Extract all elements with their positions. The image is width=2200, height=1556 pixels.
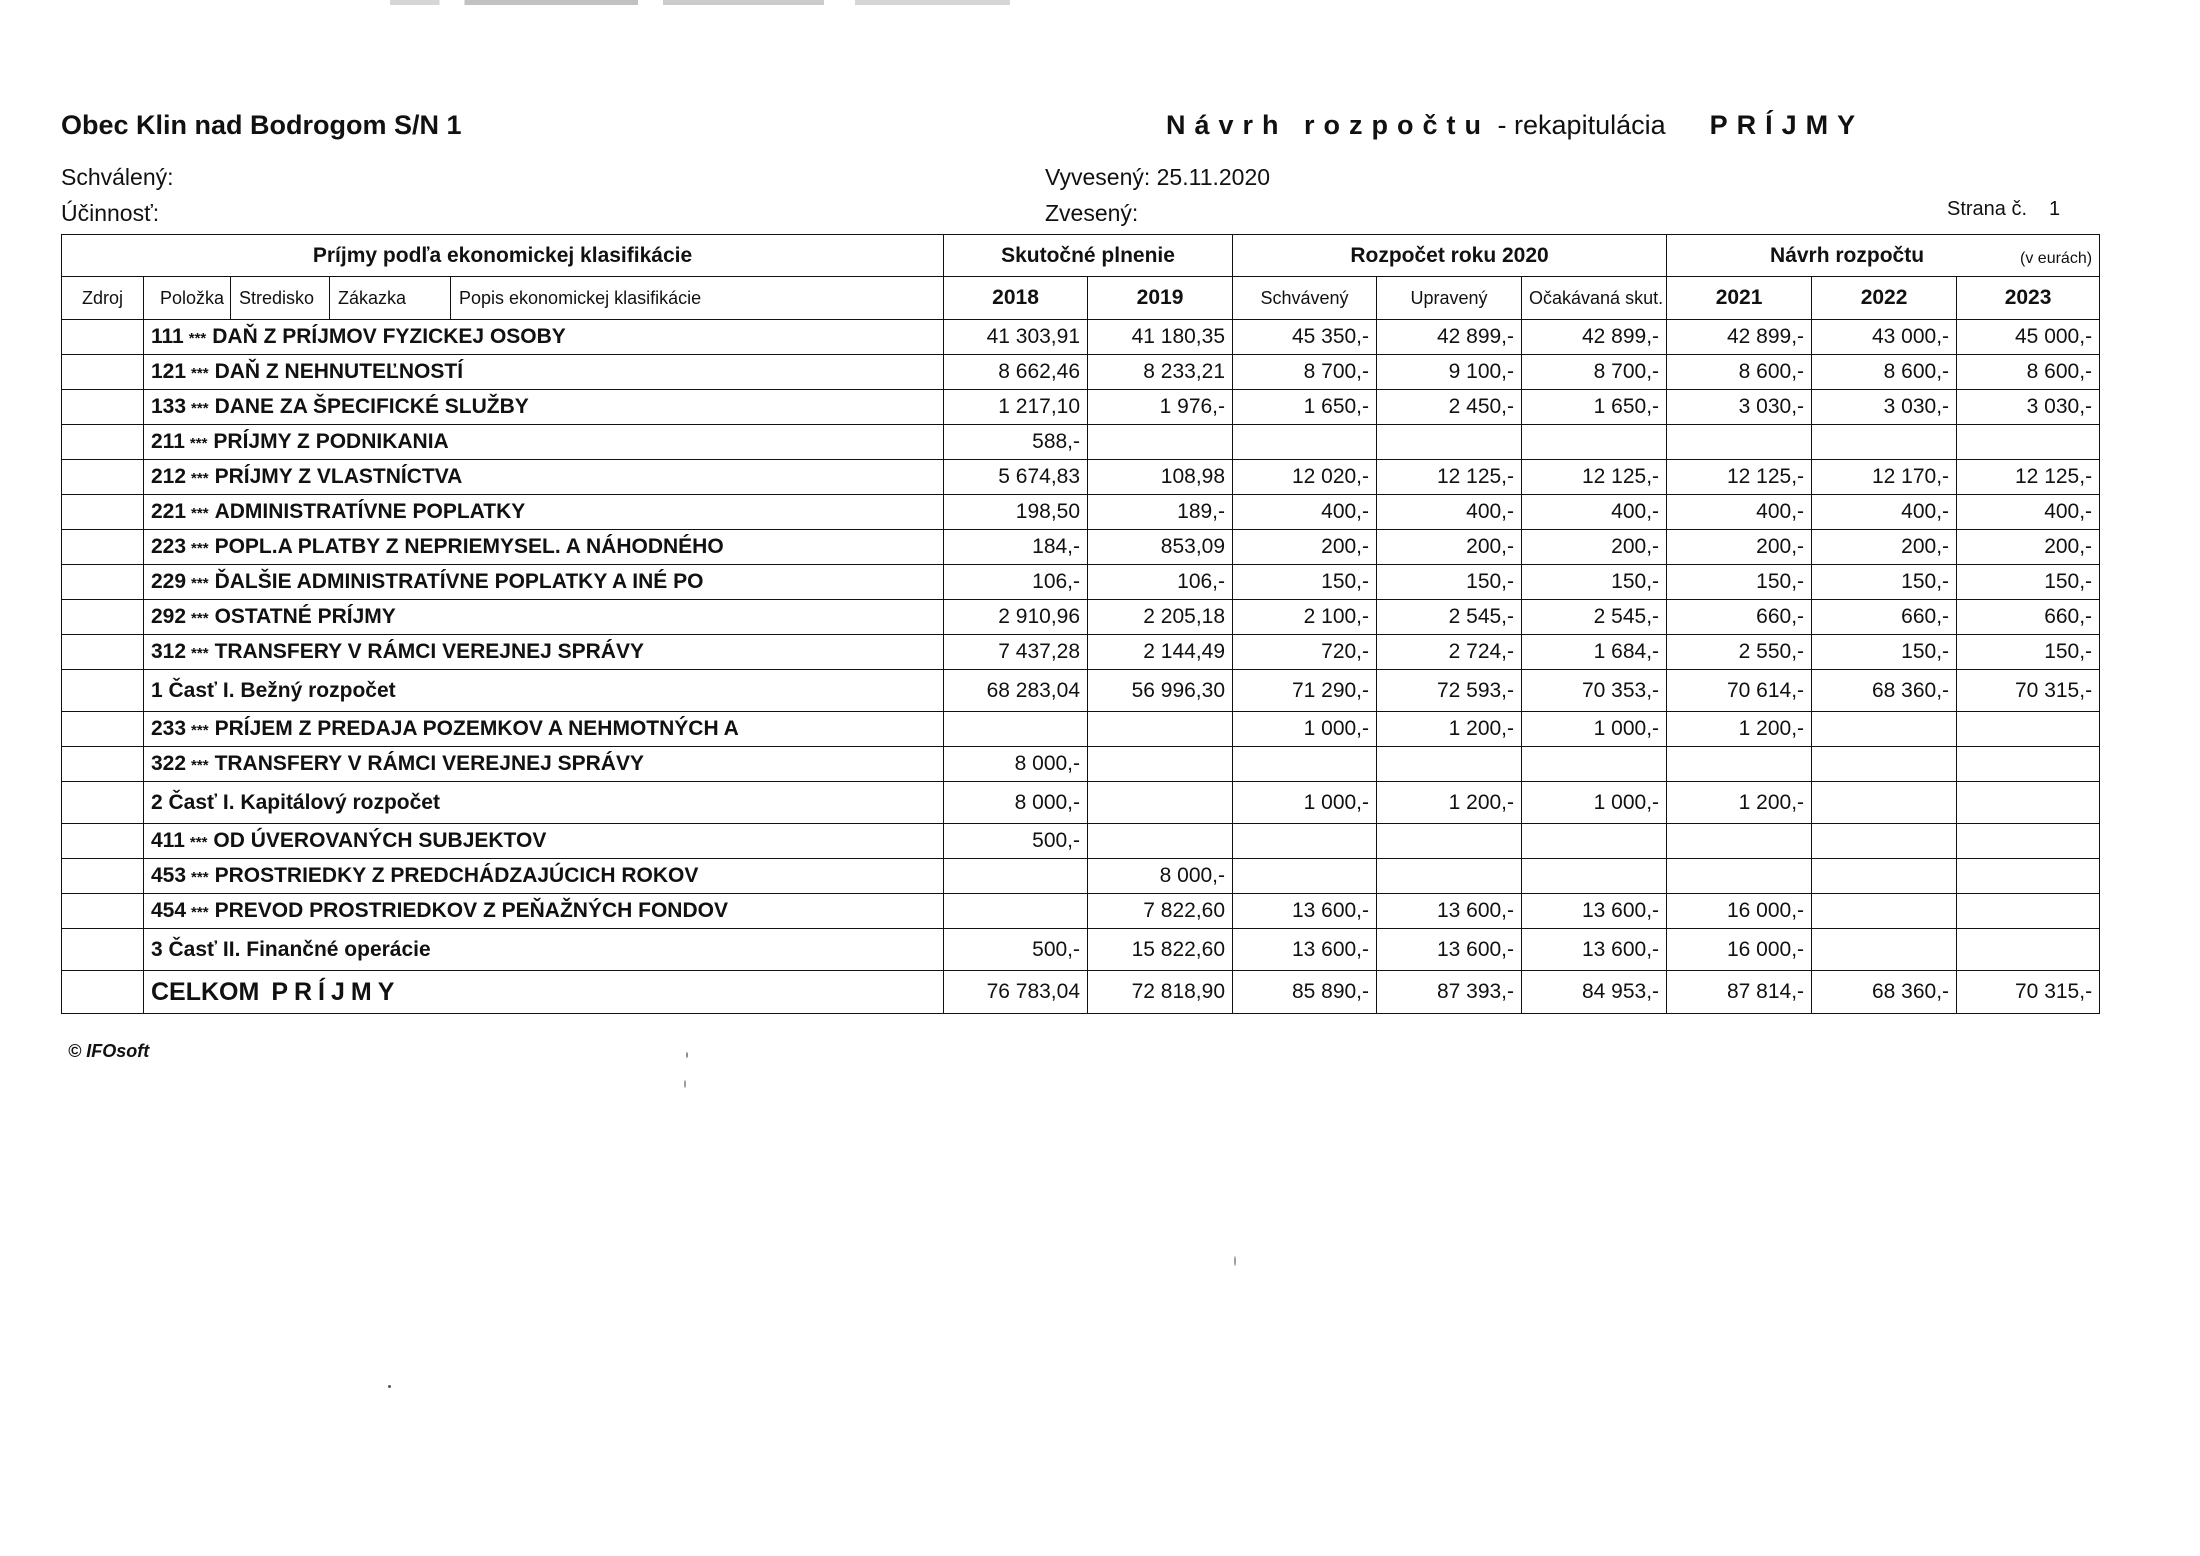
value-cell: [1522, 859, 1667, 894]
value-cell: [1957, 929, 2100, 971]
page-num: 1: [2049, 198, 2061, 220]
table-row: [62, 635, 2100, 670]
value-cell: 150,-: [1667, 565, 1812, 600]
table-row: [62, 390, 2100, 425]
col-2021: 2021: [1667, 277, 1812, 320]
value-cell: 12 020,-: [1233, 460, 1377, 495]
title-type: PRÍJMY: [1709, 110, 1865, 140]
value-cell: 500,-: [944, 824, 1088, 859]
table-row: [62, 565, 2100, 600]
value-cell: [1957, 824, 2100, 859]
table-row: [62, 495, 2100, 530]
total-label-a: CELKOM: [151, 977, 260, 1006]
value-cell: [1812, 747, 1957, 782]
value-cell: 41 303,91: [944, 320, 1088, 355]
value-cell: 1 200,-: [1377, 712, 1522, 747]
value-cell: 400,-: [1233, 495, 1377, 530]
value-cell: 72 593,-: [1377, 670, 1522, 712]
value-cell: [1667, 747, 1812, 782]
value-cell: 200,-: [1812, 530, 1957, 565]
value-cell: 45 000,-: [1957, 320, 2100, 355]
zdroj-cell: [62, 824, 144, 859]
value-cell: 3 030,-: [1812, 390, 1957, 425]
value-cell: 13 600,-: [1377, 929, 1522, 971]
value-cell: 1 650,-: [1233, 390, 1377, 425]
item-code: 121: [151, 360, 187, 383]
value-cell: 150,-: [1522, 565, 1667, 600]
item-description: [144, 530, 944, 565]
value-cell: 56 996,30: [1088, 670, 1233, 712]
value-cell: 42 899,-: [1377, 320, 1522, 355]
col-polozka: Položka: [160, 288, 225, 308]
value-cell: 200,-: [1957, 530, 2100, 565]
item-code: 111: [151, 325, 184, 348]
total-label: [144, 971, 944, 1014]
value-cell: 2 910,96: [944, 600, 1088, 635]
zdroj-cell: [62, 460, 144, 495]
item-stars: ***: [191, 722, 209, 739]
value-cell: 68 360,-: [1812, 971, 1957, 1014]
value-cell: 7 822,60: [1088, 894, 1233, 929]
value-cell: 70 315,-: [1957, 971, 2100, 1014]
page-label: Strana č.: [1947, 198, 2028, 220]
column-header-row: [62, 277, 2100, 320]
value-cell: 660,-: [1667, 600, 1812, 635]
value-cell: 2 100,-: [1233, 600, 1377, 635]
col-2019: 2019: [1088, 277, 1233, 320]
value-cell: 660,-: [1957, 600, 2100, 635]
value-cell: [1522, 824, 1667, 859]
value-cell: [944, 859, 1088, 894]
table-row: [62, 894, 2100, 929]
value-cell: 1 217,10: [944, 390, 1088, 425]
item-description: [144, 565, 944, 600]
value-cell: 200,-: [1522, 530, 1667, 565]
item-code: 411: [151, 829, 185, 852]
value-cell: 12 125,-: [1377, 460, 1522, 495]
value-cell: 660,-: [1812, 600, 1957, 635]
value-cell: 16 000,-: [1667, 929, 1812, 971]
value-cell: [1667, 425, 1812, 460]
value-cell: [1522, 747, 1667, 782]
item-name: ĎALŠIE ADMINISTRATÍVNE POPLATKY A INÉ PO: [214, 570, 704, 593]
value-cell: 85 890,-: [1233, 971, 1377, 1014]
item-code: 133: [151, 395, 187, 418]
value-cell: 8 000,-: [944, 747, 1088, 782]
value-cell: 853,09: [1088, 530, 1233, 565]
value-cell: 588,-: [944, 425, 1088, 460]
value-cell: 12 125,-: [1522, 460, 1667, 495]
value-cell: 7 437,28: [944, 635, 1088, 670]
value-cell: 70 353,-: [1522, 670, 1667, 712]
value-cell: 12 125,-: [1667, 460, 1812, 495]
item-name: DAŇ Z NEHNUTEĽNOSTÍ: [214, 360, 464, 383]
value-cell: 16 000,-: [1667, 894, 1812, 929]
scan-speck: [686, 1052, 688, 1058]
item-name: OSTATNÉ PRÍJMY: [214, 605, 396, 628]
value-cell: [1957, 894, 2100, 929]
value-cell: [1812, 782, 1957, 824]
item-description: [144, 747, 944, 782]
value-cell: [1088, 712, 1233, 747]
value-cell: 12 125,-: [1957, 460, 2100, 495]
item-description: [144, 859, 944, 894]
table-row: [62, 355, 2100, 390]
zdroj-cell: [62, 320, 144, 355]
table-row: [62, 600, 2100, 635]
item-name: PROSTRIEDKY Z PREDCHÁDZAJÚCICH ROKOV: [214, 864, 699, 887]
value-cell: 8 700,-: [1233, 355, 1377, 390]
value-cell: 720,-: [1233, 635, 1377, 670]
item-code: 322: [151, 752, 187, 775]
value-cell: 400,-: [1522, 495, 1667, 530]
zdroj-cell: [62, 712, 144, 747]
scan-speck: [388, 1385, 391, 1388]
item-code: 229: [151, 570, 187, 593]
item-description: [144, 460, 944, 495]
subtotal-label: 3 Časť II. Finančné operácie: [144, 929, 944, 971]
value-cell: [1233, 824, 1377, 859]
value-cell: [1667, 859, 1812, 894]
value-cell: 1 684,-: [1522, 635, 1667, 670]
col-2023: 2023: [1957, 277, 2100, 320]
value-cell: 15 822,60: [1088, 929, 1233, 971]
value-cell: 76 783,04: [944, 971, 1088, 1014]
subtotal-label: 1 Časť I. Bežný rozpočet: [144, 670, 944, 712]
value-cell: 8 700,-: [1522, 355, 1667, 390]
item-description: [144, 712, 944, 747]
value-cell: 2 450,-: [1377, 390, 1522, 425]
item-code: 454: [151, 899, 187, 922]
table-row: [62, 747, 2100, 782]
value-cell: 71 290,-: [1233, 670, 1377, 712]
item-description: [144, 824, 944, 859]
value-cell: 108,98: [1088, 460, 1233, 495]
actual-header: Skutočné plnenie: [944, 235, 1233, 277]
value-cell: 8 600,-: [1957, 355, 2100, 390]
value-cell: 150,-: [1812, 635, 1957, 670]
value-cell: [1957, 782, 2100, 824]
value-cell: [1088, 425, 1233, 460]
value-cell: 3 030,-: [1667, 390, 1812, 425]
item-description: [144, 600, 944, 635]
value-cell: 13 600,-: [1233, 929, 1377, 971]
value-cell: 12 170,-: [1812, 460, 1957, 495]
value-cell: 13 600,-: [1233, 894, 1377, 929]
scan-speck: [684, 1080, 686, 1088]
zdroj-cell: [62, 425, 144, 460]
value-cell: [1957, 859, 2100, 894]
item-code: 453: [151, 864, 187, 887]
item-description: [144, 425, 944, 460]
value-cell: 400,-: [1667, 495, 1812, 530]
item-name: DANE ZA ŠPECIFICKÉ SLUŽBY: [214, 395, 529, 418]
approved-label: Schválený:: [61, 164, 174, 190]
value-cell: 8 600,-: [1812, 355, 1957, 390]
item-name: OD ÚVEROVANÝCH SUBJEKTOV: [213, 829, 547, 852]
value-cell: [1088, 747, 1233, 782]
value-cell: 41 180,35: [1088, 320, 1233, 355]
value-cell: 1 976,-: [1088, 390, 1233, 425]
value-cell: 400,-: [1812, 495, 1957, 530]
value-cell: 1 000,-: [1522, 782, 1667, 824]
value-cell: [1377, 425, 1522, 460]
total-row: [62, 971, 2100, 1014]
value-cell: 1 000,-: [1522, 712, 1667, 747]
zdroj-cell: [62, 859, 144, 894]
zdroj-cell: [62, 782, 144, 824]
organization-name: Obec Klin nad Bodrogom S/N 1: [61, 110, 462, 140]
item-name: ADMINISTRATÍVNE POPLATKY: [214, 500, 526, 523]
item-stars: ***: [188, 330, 207, 347]
item-name: PRÍJMY Z VLASTNÍCTVA: [214, 465, 463, 488]
value-cell: [1957, 747, 2100, 782]
value-cell: 150,-: [1377, 565, 1522, 600]
value-cell: 84 953,-: [1522, 971, 1667, 1014]
document-title: [1166, 110, 1864, 141]
item-stars: ***: [189, 834, 208, 851]
value-cell: 400,-: [1957, 495, 2100, 530]
value-cell: 184,-: [944, 530, 1088, 565]
zdroj-cell: [62, 929, 144, 971]
value-cell: [1957, 712, 2100, 747]
title-sub: - rekapitulácia: [1490, 110, 1666, 140]
zdroj-cell: [62, 600, 144, 635]
scan-artifact: [390, 0, 1010, 5]
value-cell: 8 662,46: [944, 355, 1088, 390]
col-zdroj: Zdroj: [62, 277, 144, 320]
col-stredisko: Stredisko: [230, 277, 329, 319]
subtotal-row: [62, 670, 2100, 712]
value-cell: 1 000,-: [1233, 782, 1377, 824]
item-name: PRÍJEM Z PREDAJA POZEMKOV A NEHMOTNÝCH A: [214, 717, 739, 740]
effective-label: Účinnosť:: [61, 200, 160, 226]
value-cell: 87 393,-: [1377, 971, 1522, 1014]
col-schvaleny: Schvávený: [1233, 277, 1377, 320]
value-cell: [1233, 747, 1377, 782]
value-cell: 70 614,-: [1667, 670, 1812, 712]
item-stars: ***: [191, 645, 209, 662]
item-code: 312: [151, 640, 187, 663]
value-cell: [1522, 425, 1667, 460]
proposal-header: [1667, 235, 2100, 277]
value-cell: 5 674,83: [944, 460, 1088, 495]
value-cell: [1812, 859, 1957, 894]
title-main: Návrh rozpočtu: [1166, 110, 1491, 140]
table-body: [62, 320, 2100, 1014]
value-cell: 189,-: [1088, 495, 1233, 530]
item-description: [144, 320, 944, 355]
posted-date: Vyvesený: 25.11.2020: [1045, 164, 1271, 190]
value-cell: 8 000,-: [1088, 859, 1233, 894]
item-name: TRANSFERY V RÁMCI VEREJNEJ SPRÁVY: [214, 640, 644, 663]
value-cell: [1812, 425, 1957, 460]
zdroj-cell: [62, 565, 144, 600]
value-cell: [1812, 712, 1957, 747]
value-cell: 150,-: [1957, 635, 2100, 670]
page-number: [1947, 198, 2060, 221]
value-cell: [1233, 859, 1377, 894]
item-stars: ***: [191, 470, 209, 487]
value-cell: 1 200,-: [1377, 782, 1522, 824]
value-cell: [1812, 824, 1957, 859]
value-cell: [1233, 425, 1377, 460]
value-cell: 8 233,21: [1088, 355, 1233, 390]
col-ocakavana: Očakávaná skut.: [1522, 277, 1667, 320]
subtotal-label: 2 Časť I. Kapitálový rozpočet: [144, 782, 944, 824]
table-row: [62, 859, 2100, 894]
value-cell: [1377, 747, 1522, 782]
value-cell: 400,-: [1377, 495, 1522, 530]
table-row: [62, 530, 2100, 565]
item-stars: ***: [191, 869, 209, 886]
value-cell: 1 000,-: [1233, 712, 1377, 747]
item-description: [144, 894, 944, 929]
value-cell: 13 600,-: [1522, 929, 1667, 971]
item-description: [144, 495, 944, 530]
value-cell: 150,-: [1957, 565, 2100, 600]
value-cell: [1957, 425, 2100, 460]
item-code: 221: [151, 500, 187, 523]
value-cell: [1667, 824, 1812, 859]
item-description: [144, 635, 944, 670]
col-2018: 2018: [944, 277, 1088, 320]
value-cell: 68 360,-: [1812, 670, 1957, 712]
value-cell: 2 545,-: [1377, 600, 1522, 635]
item-name: TRANSFERY V RÁMCI VEREJNEJ SPRÁVY: [214, 752, 644, 775]
value-cell: 500,-: [944, 929, 1088, 971]
zdroj-cell: [62, 390, 144, 425]
value-cell: 2 550,-: [1667, 635, 1812, 670]
copyright: © IFOsoft: [68, 1041, 150, 1061]
value-cell: 2 545,-: [1522, 600, 1667, 635]
zdroj-cell: [62, 747, 144, 782]
item-stars: ***: [191, 757, 209, 774]
unit-label: (v eurách): [2020, 249, 2093, 267]
subtotal-row: [62, 782, 2100, 824]
value-cell: 150,-: [1812, 565, 1957, 600]
item-name: POPL.A PLATBY Z NEPRIEMYSEL. A NÁHODNÉHO: [214, 535, 724, 558]
zdroj-cell: [62, 894, 144, 929]
value-cell: 42 899,-: [1522, 320, 1667, 355]
value-cell: 2 144,49: [1088, 635, 1233, 670]
col-zakazka: Zákazka: [329, 277, 450, 319]
zdroj-cell: [62, 635, 144, 670]
table-row: [62, 460, 2100, 495]
value-cell: 2 724,-: [1377, 635, 1522, 670]
value-cell: [944, 712, 1088, 747]
zdroj-cell: [62, 355, 144, 390]
item-code: 211: [151, 430, 185, 453]
value-cell: 150,-: [1233, 565, 1377, 600]
item-code: 233: [151, 717, 187, 740]
proposal-label: Návrh rozpočtu: [1770, 243, 1925, 267]
value-cell: [1377, 859, 1522, 894]
item-stars: ***: [191, 365, 209, 382]
value-cell: 87 814,-: [1667, 971, 1812, 1014]
item-stars: ***: [191, 610, 209, 627]
value-cell: 200,-: [1377, 530, 1522, 565]
table-row: [62, 425, 2100, 460]
col-upraveny: Upravený: [1377, 277, 1522, 320]
classification-header: Príjmy podľa ekonomickej klasifikácie: [62, 235, 944, 277]
subtotal-row: [62, 929, 2100, 971]
value-cell: 70 315,-: [1957, 670, 2100, 712]
item-stars: ***: [191, 575, 209, 592]
table-row: [62, 712, 2100, 747]
value-cell: 1 200,-: [1667, 782, 1812, 824]
removed-label: Zvesený:: [1045, 200, 1139, 226]
table-row: [62, 824, 2100, 859]
item-code: 212: [151, 465, 187, 488]
value-cell: 3 030,-: [1957, 390, 2100, 425]
table-row: [62, 320, 2100, 355]
item-description: [144, 355, 944, 390]
item-code: 292: [151, 605, 187, 628]
item-name: PRÍJMY Z PODNIKANIA: [213, 430, 449, 453]
value-cell: 8 600,-: [1667, 355, 1812, 390]
value-cell: 13 600,-: [1522, 894, 1667, 929]
item-stars: ***: [191, 400, 209, 417]
value-cell: 13 600,-: [1377, 894, 1522, 929]
item-stars: ***: [189, 435, 208, 452]
value-cell: 42 899,-: [1667, 320, 1812, 355]
value-cell: [1812, 929, 1957, 971]
value-cell: 2 205,18: [1088, 600, 1233, 635]
value-cell: [944, 894, 1088, 929]
value-cell: [1812, 894, 1957, 929]
value-cell: 106,-: [944, 565, 1088, 600]
value-cell: 72 818,90: [1088, 971, 1233, 1014]
budget-table: [61, 234, 2100, 1014]
value-cell: 43 000,-: [1812, 320, 1957, 355]
value-cell: [1088, 782, 1233, 824]
value-cell: [1088, 824, 1233, 859]
zdroj-cell: [62, 530, 144, 565]
zdroj-cell: [62, 495, 144, 530]
item-name: PREVOD PROSTRIEDKOV Z PEŇAŽNÝCH FONDOV: [214, 899, 728, 922]
value-cell: 1 200,-: [1667, 712, 1812, 747]
value-cell: 45 350,-: [1233, 320, 1377, 355]
item-name: DAŇ Z PRÍJMOV FYZICKEJ OSOBY: [212, 325, 566, 348]
value-cell: 68 283,04: [944, 670, 1088, 712]
item-code: 223: [151, 535, 187, 558]
zdroj-cell: [62, 670, 144, 712]
value-cell: 200,-: [1233, 530, 1377, 565]
item-stars: ***: [191, 505, 209, 522]
value-cell: 9 100,-: [1377, 355, 1522, 390]
value-cell: 8 000,-: [944, 782, 1088, 824]
col-popis: Popis ekonomickej klasifikácie: [450, 277, 701, 319]
scan-speck: [1234, 1256, 1236, 1266]
item-description: [144, 390, 944, 425]
value-cell: 1 650,-: [1522, 390, 1667, 425]
group-header-row: [62, 235, 2100, 277]
item-stars: ***: [191, 540, 209, 557]
col-desc-group: [144, 277, 944, 320]
zdroj-cell: [62, 971, 144, 1014]
budget-header: Rozpočet roku 2020: [1233, 235, 1667, 277]
item-stars: ***: [191, 904, 209, 921]
value-cell: 200,-: [1667, 530, 1812, 565]
value-cell: [1377, 824, 1522, 859]
total-label-b: PRÍJMY: [271, 977, 401, 1006]
value-cell: 106,-: [1088, 565, 1233, 600]
col-2022: 2022: [1812, 277, 1957, 320]
value-cell: 198,50: [944, 495, 1088, 530]
